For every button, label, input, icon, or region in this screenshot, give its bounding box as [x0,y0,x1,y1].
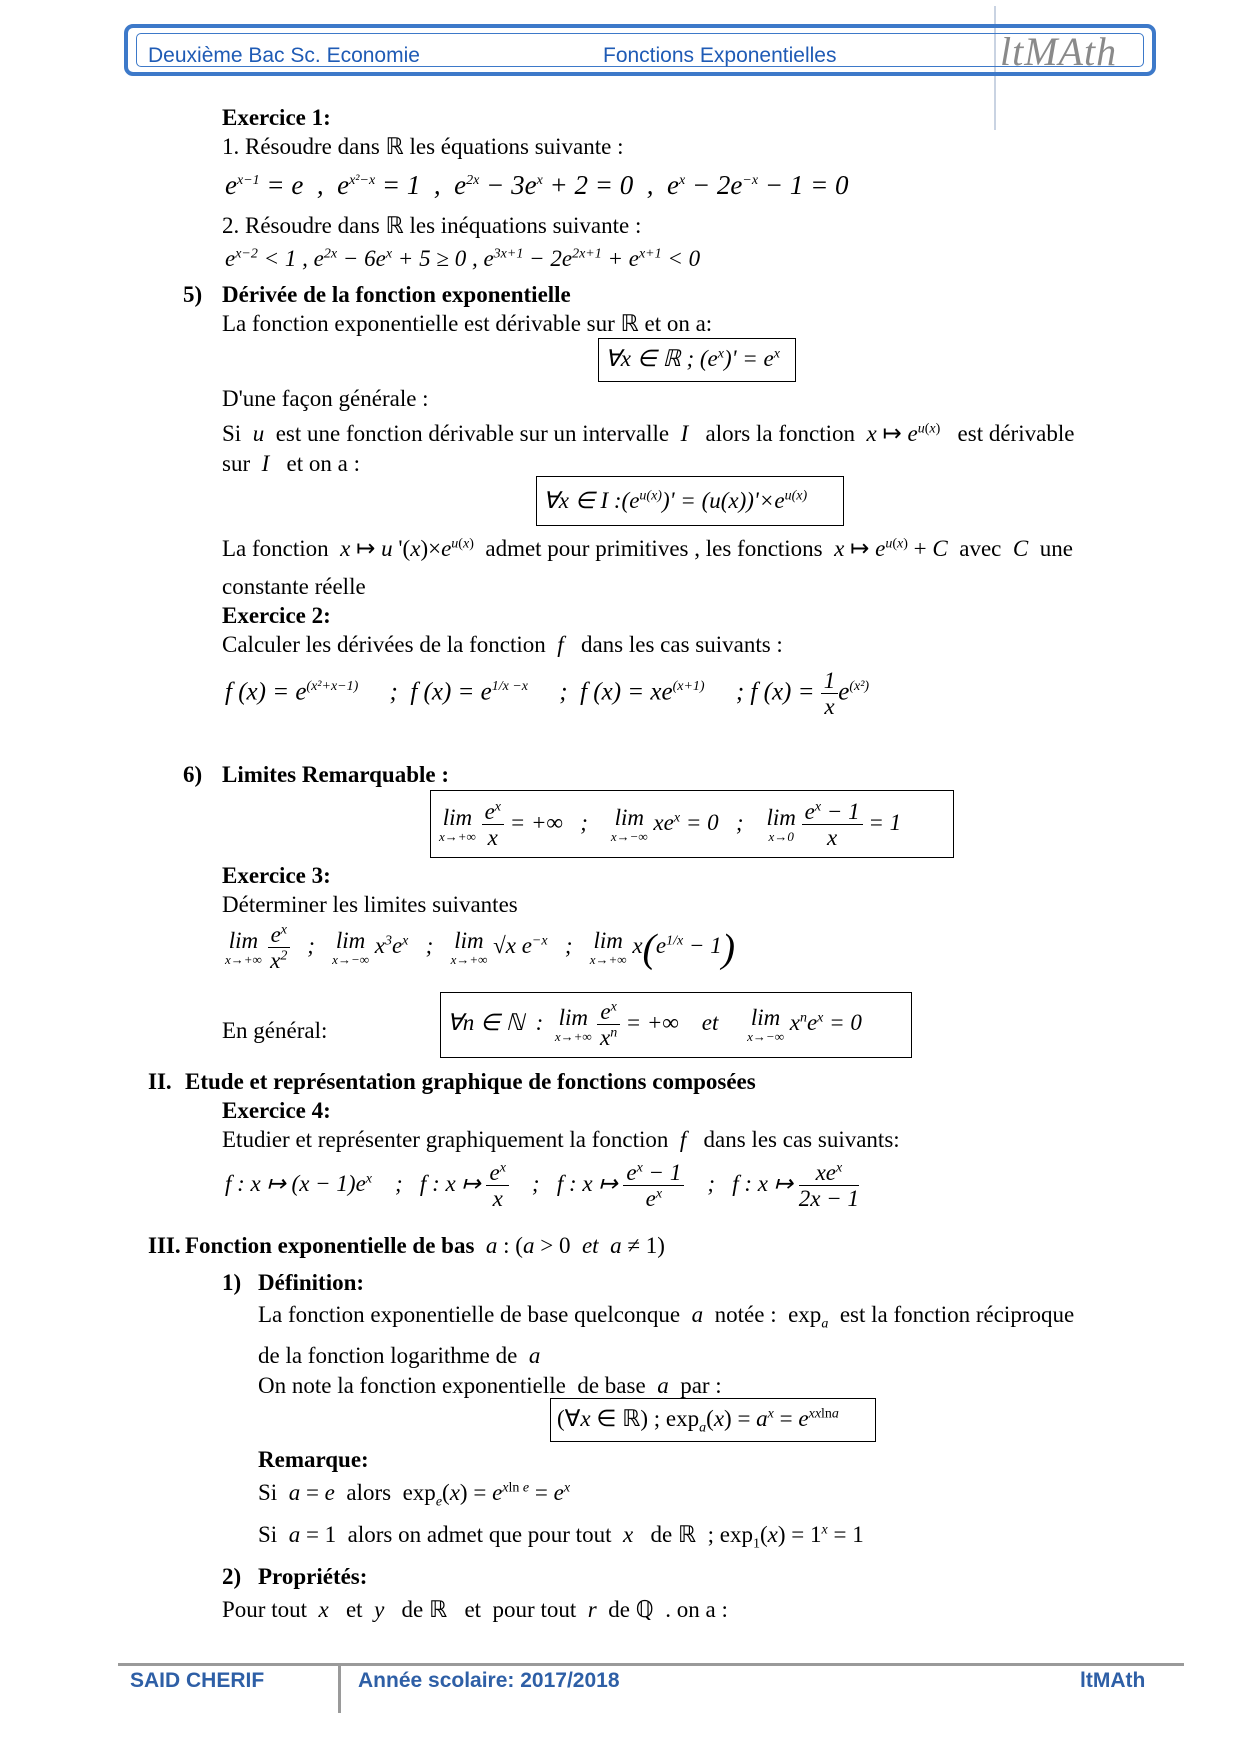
sIII-title: Fonction exponentielle de bas [185,1233,475,1258]
header-chapter: Fonctions Exponentielles [603,44,837,67]
s5-primitive: La fonction x ↦ u '$(x)\times e^{u(x)}$ admet pour primitives , les fonctions x ↦ $e^{u(x)} + C$ avec C une [222,536,1073,561]
sIII-title-row: Fonction exponentielle de bas a : (a > 0 et a ≠ 1) [185,1233,665,1258]
header-logo: ltMAth [1000,29,1118,74]
prop-text: Pour tout x et y de ℝ et pour tout r de ℚ . on a : [222,1597,728,1622]
header-level: Deuxième Bac Sc. Economie [148,44,420,67]
footer-brand: ltMAth [1080,1669,1146,1692]
footer-line [118,1663,1184,1666]
remark-line1: Si a = e alors $\exp_e(x) = e^{xln e} = e^x$ [258,1480,571,1510]
sII-num: II. [148,1069,172,1094]
remark-line2: Si a = 1 alors on admet que pour tout x de ℝ ; $\exp_1(x) = 1^x = 1$ [258,1522,864,1552]
ex4-text: Etudier et représenter graphiquement la fonction f dans les cas suivants: [222,1127,900,1152]
sII-title: Etude et représentation graphique de fonctions composées [185,1069,756,1094]
ex3-limits: lim x→+∞ $\frac{e^x}{x^2}$ ; lim x→−∞ $x^3e^x$ ; lim x→+∞ √x $e^{-x}$ ; lim x→+∞ $x(e^{1/x} - 1)$ [225,922,736,974]
general-limits-box: ∀n ∈ ℕ : lim x→+∞ $\frac{e^x}{x^n}$ = +∞ et lim x→−∞ $x^ne^x = 0$ [440,992,912,1058]
limits-box: lim x→+∞ $\frac{e^x}{x}$ = +∞ ; lim x→−∞ $xe^x = 0$ ; lim x→0 $\frac{e^x - 1}{x}$ = 1 [430,790,954,858]
s6-title: Limites Remarquable : [222,762,450,787]
s5-si: Si u est une fonction dérivable sur un intervalle I alors la fonction x ↦ $e^{u(x)}$ est dérivable [222,421,1075,446]
def-line3: On note la fonction exponentielle de base a par : [258,1373,722,1398]
prop-num: 2) [222,1564,242,1589]
ex1-equations: $e^{x-1} = e$ , $e^{x^2-x} = 1$ , $e^{2x} - 3e^x + 2 = 0$ , $e^x - 2e^{-x} - 1 = 0$ [225,170,849,200]
s5-sur: sur I et on a : [222,451,360,476]
derivative-box: ∀x ∈ ℝ ; $(e^x)' = e^x$ [598,338,796,382]
s5-title: Dérivée de la fonction exponentielle [222,282,571,307]
ex1-q2: 2. Résoudre dans ℝ les inéquations suivante : [222,213,642,238]
composite-derivative-box: ∀x ∈ I $:(e^{u(x)})' = (u(x))'\times e^{u(x)}$ [536,476,844,526]
s5-primitive-2: constante réelle [222,574,366,599]
ex2-functions: f $(x) = e^{(x^2+x-1)}$ ; f $(x) = e^{1/x -x}$ ; f $(x) = xe^{(x+1)}$ ; f (x) = $\frac{1}{x}$ $e^{(x^2)}$ [225,668,870,720]
ex4-title: Exercice 4: [222,1098,331,1123]
ex1-inequations: $e^{x-2} < 1$ , $e^{2x} - 6e^x + 5 \ge 0$ , $e^{3x+1} - 2e^{2x+1} + e^{x+1} < 0$ [225,246,701,271]
ex3-general: En général: [222,1018,328,1043]
footer-author: SAID CHERIF [130,1669,265,1692]
s6-num: 6) [183,762,203,787]
footer-year: Année scolaire: 2017/2018 [358,1669,620,1692]
def-line1: La fonction exponentielle de base quelconque a notée : $\exp_a$ est la fonction réciproque [258,1302,1075,1332]
def-title: Définition: [258,1270,365,1295]
ex4-functions: f : x ↦ $(x - 1)e^x$ ; f : x ↦ $\frac{e^x}{x}$ ; f : x ↦ $\frac{e^x - 1}{e^x}$ ; f : x ↦ $\frac{xe^x}{2x - 1}$ [225,1160,860,1212]
s5-general: D'une façon générale : [222,386,429,411]
remark-title: Remarque: [258,1447,369,1472]
prop-title: Propriétés: [258,1564,368,1589]
ex3-title: Exercice 3: [222,863,331,888]
ex3-text: Déterminer les limites suivantes [222,892,518,917]
s5-num: 5) [183,282,203,307]
s5-line1: La fonction exponentielle est dérivable sur ℝ et on a: [222,311,713,336]
exp-base-a-box: (∀x ∈ ℝ) ; $\exp_a(x) = a^x = e^{xxlna}$ [550,1398,876,1442]
def-line2: de la fonction logarithme de a [258,1343,541,1368]
sIII-num: III. [148,1233,181,1258]
ex2-text: Calculer les dérivées de la fonction f dans les cas suivants : [222,632,783,657]
ex2-title: Exercice 2: [222,603,331,628]
ex1-title: Exercice 1: [222,105,331,130]
ex1-q1: 1. Résoudre dans ℝ les équations suivante : [222,134,624,159]
def-num: 1) [222,1270,242,1295]
footer-separator [338,1663,341,1713]
